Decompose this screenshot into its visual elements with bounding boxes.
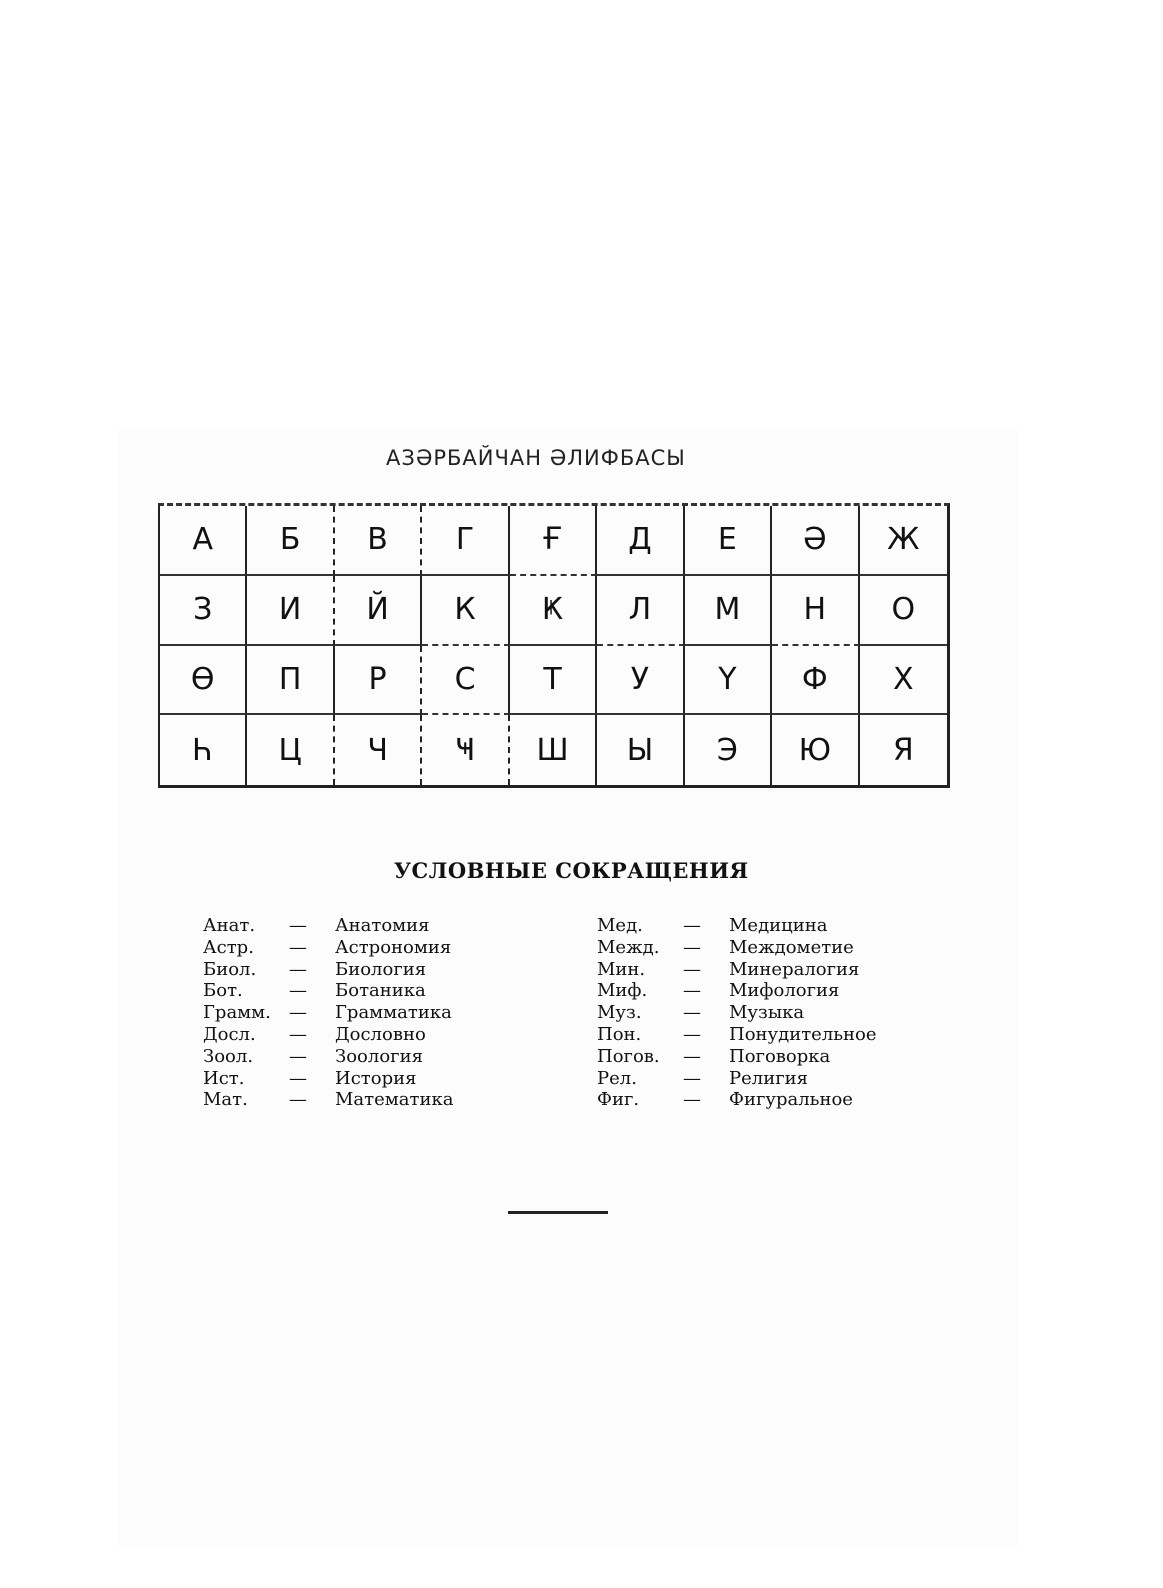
alphabet-letter: Ү: [685, 646, 772, 716]
abbreviation-short: Зоол.: [203, 1045, 254, 1067]
alphabet-letter: Н: [772, 576, 859, 646]
abbreviation-dash: —: [683, 936, 701, 958]
abbreviation-full: Астрономия: [335, 936, 452, 958]
abbreviation-row: [597, 1002, 877, 1024]
alphabet-letter: Ф: [772, 646, 859, 716]
abbreviation-row: [597, 915, 877, 937]
alphabet-letter: З: [160, 576, 247, 646]
alphabet-letter: У: [597, 646, 684, 716]
abbreviation-row: [597, 980, 877, 1002]
alphabet-letter: Ю: [772, 715, 859, 785]
alphabet-letter: Ә: [772, 506, 859, 576]
abbreviation-dash: —: [289, 980, 307, 1002]
abbreviation-short: Миф.: [597, 980, 648, 1002]
abbreviation-dash: —: [683, 1089, 701, 1111]
abbreviation-dash: —: [289, 936, 307, 958]
abbreviation-full: История: [335, 1067, 417, 1089]
alphabet-letter: Я: [892, 732, 914, 768]
abbreviation-row: [597, 1068, 877, 1090]
abbreviations-right-column: [597, 915, 877, 1111]
alphabet-table: [158, 503, 950, 788]
alphabet-letter: Ы: [597, 715, 684, 785]
abbreviation-full: Анатомия: [335, 915, 430, 936]
abbreviation-short: Мат.: [203, 1089, 248, 1111]
abbreviation-dash: —: [289, 1067, 307, 1089]
abbreviation-dash: —: [683, 958, 701, 980]
abbreviation-dash: —: [289, 1089, 307, 1111]
abbreviation-short: Межд.: [597, 936, 660, 958]
abbreviation-short: Досл.: [203, 1023, 256, 1045]
abbreviation-full: Математика: [335, 1089, 454, 1111]
abbreviation-full: Религия: [729, 1067, 808, 1089]
abbreviation-dash: —: [683, 980, 701, 1002]
alphabet-letter: Э: [685, 715, 772, 785]
alphabet-letter: Һ: [160, 715, 247, 785]
abbreviation-row: [203, 1046, 453, 1068]
abbreviation-dash: —: [683, 1045, 701, 1067]
alphabet-letter: Ч: [335, 715, 422, 785]
abbreviation-row: [203, 1068, 453, 1090]
alphabet-letter: Ц: [247, 715, 334, 785]
abbreviation-full: Междометие: [729, 936, 854, 958]
alphabet-letter: С: [422, 646, 509, 716]
alphabet-letter: Ж: [860, 506, 947, 576]
abbreviation-full: Медицина: [729, 915, 828, 936]
abbreviation-full: Ботаника: [335, 980, 426, 1002]
abbreviation-dash: —: [683, 1023, 701, 1045]
abbreviations-left-column: [203, 915, 453, 1111]
abbreviation-short: Мед.: [597, 915, 643, 936]
abbreviation-dash: —: [289, 1023, 307, 1045]
abbreviation-short: Пон.: [597, 1023, 642, 1045]
abbreviation-dash: —: [289, 1045, 307, 1067]
alphabet-letter: Х: [860, 646, 947, 716]
abbreviation-short: Бот.: [203, 980, 243, 1002]
alphabet-letter: Д: [597, 506, 684, 576]
alphabet-letter: Б: [247, 506, 334, 576]
abbreviation-row: [203, 959, 453, 981]
abbreviation-short: Рел.: [597, 1067, 637, 1089]
abbreviation-row: [203, 1089, 453, 1111]
abbreviation-full: Грамматика: [335, 1002, 452, 1024]
alphabet-letter: В: [335, 506, 422, 576]
abbreviation-full: Зоология: [335, 1045, 423, 1067]
abbreviation-full: Минералогия: [729, 958, 860, 980]
abbreviation-full: Понудительное: [729, 1023, 877, 1045]
abbreviation-dash: —: [683, 915, 701, 936]
abbreviation-short: Биол.: [203, 958, 257, 980]
alphabet-letter: И: [247, 576, 334, 646]
abbreviation-short: Астр.: [203, 936, 254, 958]
abbreviation-full: Мифология: [729, 980, 840, 1002]
alphabet-letter: Л: [597, 576, 684, 646]
abbreviation-full: Поговорка: [729, 1045, 831, 1067]
alphabet-letter: Ҹ: [422, 715, 509, 785]
abbreviation-dash: —: [289, 958, 307, 980]
abbreviation-short: Ист.: [203, 1067, 245, 1089]
abbreviation-full: Фигуральное: [729, 1089, 853, 1111]
abbreviation-row: [203, 915, 453, 937]
abbreviation-dash: —: [683, 1067, 701, 1089]
abbreviations-title: УСЛОВНЫЕ СОКРАЩЕНИЯ: [394, 858, 749, 883]
abbreviation-short: Фиг.: [597, 1089, 640, 1111]
alphabet-letter: О: [860, 576, 947, 646]
abbreviation-short: Погов.: [597, 1045, 660, 1067]
alphabet-letter: А: [160, 506, 247, 576]
alphabet-letter: Ҝ: [510, 576, 597, 646]
alphabet-letter: Е: [685, 506, 772, 576]
alphabet-letter: Т: [510, 646, 597, 716]
abbreviation-dash: —: [289, 1002, 307, 1024]
alphabet-letter: Ш: [510, 715, 597, 785]
abbreviation-row: [597, 937, 877, 959]
abbreviation-row: [203, 980, 453, 1002]
abbreviation-full: Биология: [335, 958, 427, 980]
alphabet-letter: Г: [422, 506, 509, 576]
abbreviation-dash: —: [289, 915, 307, 936]
abbreviation-row: [597, 1024, 877, 1046]
abbreviation-full: Дословно: [335, 1023, 426, 1045]
alphabet-letter: Р: [335, 646, 422, 716]
abbreviation-full: Музыка: [729, 1002, 805, 1024]
abbreviation-row: [203, 1024, 453, 1046]
alphabet-letter: Й: [335, 576, 422, 646]
alphabet-title: АЗӘРБАЙЧАН ӘЛИФБАСЫ: [386, 446, 686, 470]
abbreviation-row: [597, 1089, 877, 1111]
alphabet-letter: Ө: [160, 646, 247, 716]
abbreviation-dash: —: [683, 1002, 701, 1024]
alphabet-letter: П: [247, 646, 334, 716]
closing-rule: [508, 1211, 608, 1214]
abbreviation-row: [203, 937, 453, 959]
abbreviation-short: Муз.: [597, 1002, 642, 1024]
abbreviation-row: [597, 1046, 877, 1068]
abbreviation-row: [203, 1002, 453, 1024]
alphabet-letter: Ғ: [510, 506, 597, 576]
abbreviation-row: [597, 959, 877, 981]
abbreviation-short: Грамм.: [203, 1002, 271, 1024]
alphabet-letter: М: [685, 576, 772, 646]
abbreviation-short: Анат.: [203, 915, 256, 936]
alphabet-letter: К: [422, 576, 509, 646]
abbreviation-short: Мин.: [597, 958, 646, 980]
